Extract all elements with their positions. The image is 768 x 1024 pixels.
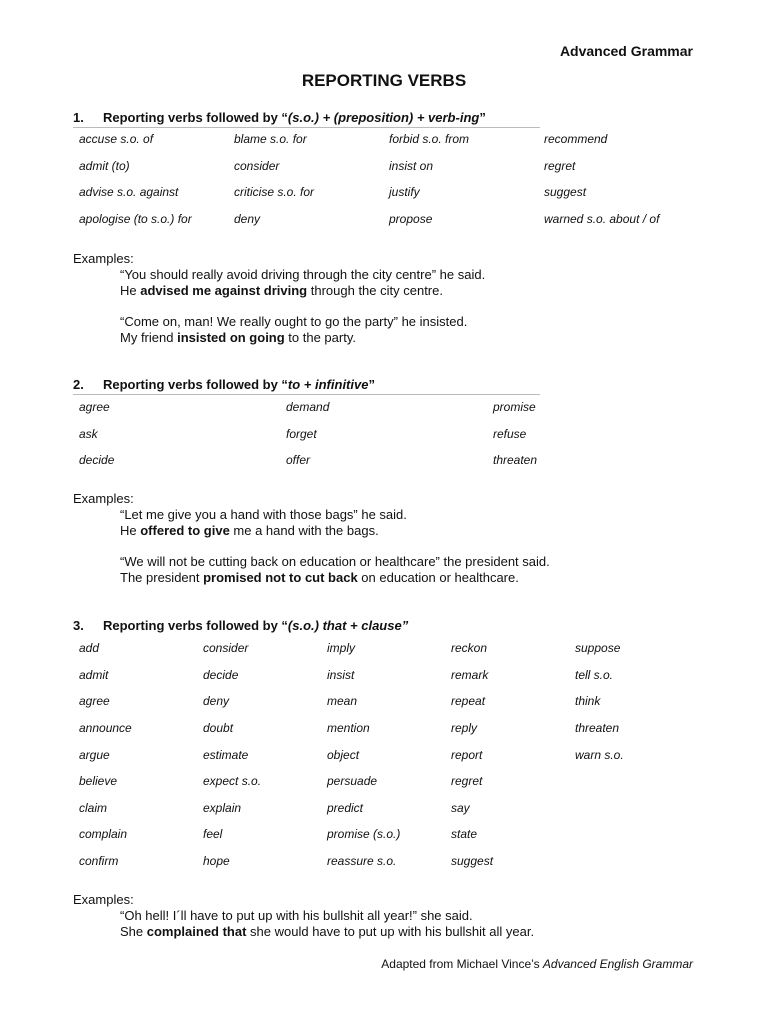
table-row [73,741,693,768]
verb-cell: recommend [544,132,608,147]
verb-cell: doubt [203,721,234,736]
verb-cell: consider [203,641,249,656]
section-number: 2. [73,377,84,392]
verb-cell: reassure s.o. [327,854,397,869]
source-credit: Adapted from Michael Vince’s Advanced English Grammar [381,957,693,971]
verb-cell: decide [79,453,115,468]
verb-cell: offer [286,453,311,468]
heading-prefix: Reporting verbs followed by “ [103,618,288,633]
section-1-verb-table [73,126,693,232]
verb-cell: forget [286,426,317,441]
verb-cell: decide [203,667,239,682]
heading-prefix: Reporting verbs followed by “ [103,110,288,125]
section-number: 1. [73,110,84,125]
example-sentence: “Oh hell! I´ll have to put up with his bullshit all year!” she said. [120,908,473,923]
table-row [73,126,693,153]
table-row [73,421,694,448]
example-sentence: “We will not be cutting back on education or healthcare” the president said. [120,554,550,569]
verb-cell: criticise s.o. for [234,185,315,200]
example-reported: He offered to give me a hand with the bags. [120,523,379,538]
verb-cell: suggest [544,185,587,200]
verb-cell: insist [327,667,355,682]
examples-label: Examples: [73,892,134,907]
heading-pattern: to + infinitive [287,377,369,392]
verb-cell: propose [389,212,433,227]
verb-cell: ask [79,426,98,441]
verb-cell: explain [203,800,242,815]
example-reported: The president promised not to cut back on education or healthcare. [120,570,519,585]
example-sentence: “You should really avoid driving through the city centre” he said. [120,267,486,282]
verb-cell: justify [389,185,420,200]
table-row [73,821,693,848]
table-row [73,795,693,822]
verb-cell: expect s.o. [203,774,262,789]
verb-cell: admit [79,667,109,682]
verb-cell: deny [203,694,230,709]
header-label: Advanced Grammar [559,43,693,59]
heading-prefix: Reporting verbs followed by “ [103,377,288,392]
section-2-heading [73,377,375,392]
verb-cell: demand [286,400,330,415]
verb-cell: suppose [575,641,621,656]
verb-cell: promise [493,400,536,415]
verb-cell: promise (s.o.) [327,827,401,842]
table-row [73,206,693,233]
table-row [73,635,693,662]
verb-cell: repeat [451,694,486,709]
verb-cell: persuade [327,774,378,789]
verb-cell: apologise (to s.o.) for [79,212,192,227]
heading-pattern: (s.o.) + (preposition) + verb-ing [287,110,480,125]
table-row [73,179,693,206]
verb-cell: remark [451,667,489,682]
verb-cell: feel [203,827,223,842]
verb-cell [569,821,693,848]
verb-cell: blame s.o. for [234,132,307,147]
verb-cell: hope [203,854,230,869]
verb-cell: imply [327,641,356,656]
verb-cell: tell s.o. [575,667,614,682]
verb-cell: forbid s.o. from [389,132,470,147]
verb-cell: believe [79,774,118,789]
verb-cell: regret [451,774,483,789]
examples-label: Examples: [73,491,134,506]
verb-cell: accuse s.o. of [79,132,154,147]
verb-cell: estimate [203,747,249,762]
heading-suffix: ” [479,110,486,125]
verb-cell: add [79,641,100,656]
verb-cell: think [575,694,601,709]
table-row [73,153,693,180]
verb-cell: admit (to) [79,158,130,173]
verb-cell: announce [79,721,132,736]
verb-cell: agree [79,694,110,709]
table-row [73,715,693,742]
section-2-verb-table [73,394,694,474]
verb-cell: warn s.o. [575,747,624,762]
verb-cell: agree [79,400,110,415]
example-sentence: “Let me give you a hand with those bags” he said. [120,507,407,522]
example-sentence: “Come on, man! We really ought to go the party” he insisted. [120,314,468,329]
verb-cell: threaten [493,453,538,468]
heading-pattern: (s.o.) that + clause” [287,618,409,633]
verb-cell: refuse [493,426,527,441]
verb-cell: warned s.o. about / of [544,212,660,227]
verb-cell: consider [234,158,280,173]
verb-cell: report [451,747,483,762]
verb-cell: complain [79,827,128,842]
example-reported: He advised me against driving through the city centre. [120,283,443,298]
page-title: REPORTING VERBS [301,71,467,90]
verb-cell [569,768,693,795]
verb-cell: claim [79,800,108,815]
table-row [73,447,694,474]
verb-cell: say [451,800,470,815]
verb-cell [569,848,693,875]
verb-cell: object [327,747,360,762]
table-row [73,848,693,875]
table-row [73,768,693,795]
table-row [73,662,693,689]
verb-cell [569,795,693,822]
verb-cell: deny [234,212,261,227]
verb-cell: regret [544,158,576,173]
verb-cell: insist on [389,158,434,173]
verb-cell: suggest [451,854,494,869]
verb-cell: reckon [451,641,488,656]
verb-cell: argue [79,747,110,762]
example-reported: My friend insisted on going to the party. [120,330,356,345]
table-row [73,394,694,421]
verb-cell: confirm [79,854,119,869]
example-reported: She complained that she would have to put up with his bullshit all year. [120,924,535,939]
section-number: 3. [73,618,84,633]
section-3-heading [73,618,408,633]
examples-label: Examples: [73,251,134,266]
verb-cell: mention [327,721,370,736]
verb-cell: mean [327,694,358,709]
section-1-heading [73,110,486,125]
verb-cell: advise s.o. against [79,185,179,200]
verb-cell: predict [327,800,364,815]
verb-cell: threaten [575,721,620,736]
heading-suffix: ” [368,377,375,392]
verb-cell: reply [451,721,478,736]
table-row [73,688,693,715]
section-3-verb-table [73,635,693,874]
verb-cell: state [451,827,478,842]
